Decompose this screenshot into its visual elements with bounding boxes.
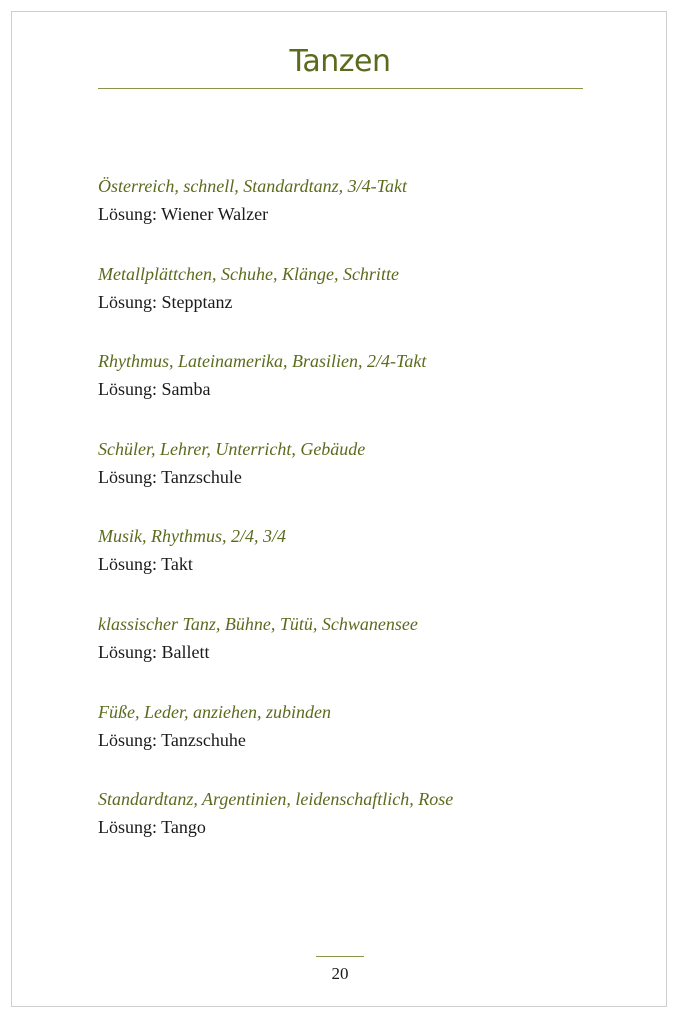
riddle-clue: klassischer Tanz, Bühne, Tütü, Schwanensee <box>98 613 418 634</box>
riddle-clue: Österreich, schnell, Standardtanz, 3/4-Takt <box>98 176 407 196</box>
riddle-entry <box>98 347 598 435</box>
riddle-entry <box>98 172 598 260</box>
riddle-solution: Lösung: Samba <box>98 379 211 400</box>
riddle-entry <box>98 698 598 786</box>
riddle-list <box>98 172 598 873</box>
riddle-solution: Lösung: Tango <box>98 817 206 838</box>
riddle-entry <box>98 610 598 698</box>
riddle-clue: Rhythmus, Lateinamerika, Brasilien, 2/4-Takt <box>98 351 427 372</box>
footer-divider <box>316 956 364 957</box>
riddle-clue: Metallplättchen, Schuhe, Klänge, Schritte <box>98 263 399 284</box>
page-title: Tanzen <box>289 44 391 79</box>
riddle-clue: Schüler, Lehrer, Unterricht, Gebäude <box>98 438 366 459</box>
riddle-entry <box>98 260 598 348</box>
riddle-entry <box>98 522 598 610</box>
riddle-solution: Lösung: Wiener Walzer <box>98 204 269 224</box>
riddle-solution: Lösung: Takt <box>98 554 193 575</box>
page-number: 20 <box>331 964 349 983</box>
riddle-clue: Musik, Rhythmus, 2/4, 3/4 <box>98 526 286 547</box>
riddle-clue: Füße, Leder, anziehen, zubinden <box>98 701 331 722</box>
title-divider <box>98 88 583 89</box>
riddle-solution: Lösung: Ballett <box>98 641 210 662</box>
riddle-entry <box>98 435 598 523</box>
riddle-clue: Standardtanz, Argentinien, leidenschaftlich, Rose <box>98 789 454 810</box>
riddle-solution: Lösung: Stepptanz <box>98 291 233 312</box>
riddle-solution: Lösung: Tanzschule <box>98 466 242 487</box>
riddle-entry <box>98 785 598 873</box>
riddle-solution: Lösung: Tanzschuhe <box>98 729 246 750</box>
